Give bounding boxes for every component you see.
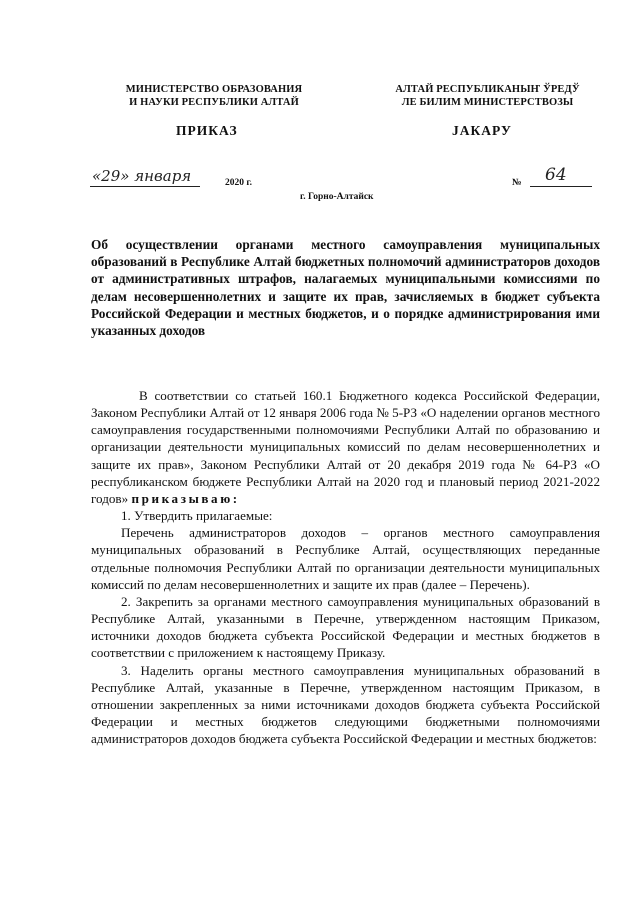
order-title: Об осуществлении органами местного самоуправления муниципальных образований в Республике Алтай бюджетных полномочий администраторов доходов от административных штрафов, налагаемых муниципальными комиссиями по делам несовершеннолетних и защите их прав, зачисляемых в бюджет субъекта Российской Федерации и местных бюджетов, и о порядке администрирования ими указанных доходов xyxy=(91,237,600,339)
ministry-name-alt-line2: ЛЕ БИЛИМ МИНИСТЕРСТВОЗЫ xyxy=(401,97,574,108)
item-1: 1. Утвердить прилагаемые: xyxy=(121,508,273,524)
number-underline xyxy=(530,186,592,187)
ministry-name-ru-line2: И НАУКИ РЕСПУБЛИКИ АЛТАЙ xyxy=(129,97,299,108)
item-2: 2. Закрепить за органами местного самоуправления муниципальных образований в Республике Алтай, указанными в Перечне, утвержденном настоящим Приказом, источники доходов бюджета субъекта Российской Федерации и местных бюджетов в соответствии с приложением к настоящему Приказу. xyxy=(91,593,600,661)
order-year: 2020 г. xyxy=(225,178,252,188)
date-underline xyxy=(90,186,200,187)
ministry-name-ru xyxy=(108,83,320,109)
ministry-name-alt xyxy=(380,83,595,109)
order-date-handwritten: «29» января xyxy=(92,167,192,185)
preamble-text: В соответствии со статьей 160.1 Бюджетного кодекса Российской Федерации, Законом Республики Алтай от 12 января 2006 года № 5-РЗ «О наделении органов местного самоуправления государственными полномочиями Республики Алтай по образованию и организации деятельности муниципальных комиссий по делам несовершеннолетних и защите их прав», Законом Республики Алтай от 20 декабря 2019 года № 64-РЗ «О республиканском бюджете Республики Алтай на 2020 год и плановый период 2021-2022 годов» xyxy=(91,388,600,506)
city-name: г. Горно-Алтайск xyxy=(300,192,374,202)
order-word: приказываю: xyxy=(131,490,240,506)
order-number-handwritten: 64 xyxy=(545,165,567,185)
item-3: 3. Наделить органы местного самоуправления муниципальных образований в Республике Алтай, указанные в Перечне, утвержденном настоящим Приказом, в отношении закрепленных за ними источниками доходов бюджета субъекта Российской Федерации и местных бюджетов следующими бюджетными полномочиями администраторов доходов бюджета субъекта Российской Федерации и местных бюджетов: xyxy=(91,662,600,747)
order-label-ru: ПРИКАЗ xyxy=(176,123,238,138)
ministry-name-ru-line1: МИНИСТЕРСТВО ОБРАЗОВАНИЯ xyxy=(125,84,303,95)
item-1-list: Перечень администраторов доходов – органов местного самоуправления муниципальных образований в Республике Алтай, осуществляющих переданные отдельные полномочия Республики Алтай по организации деятельности муниципальных комиссий по делам несовершеннолетних и защите их прав (далее – Перечень). xyxy=(91,525,600,592)
preamble-paragraph xyxy=(91,387,600,507)
order-label-alt: JАКАРУ xyxy=(452,123,512,138)
number-label: № xyxy=(512,178,522,188)
ministry-name-alt-line1: АЛТАЙ РЕСПУБЛИКАНЫҤ ЎРЕДЎ xyxy=(395,84,580,95)
order-body xyxy=(91,387,600,747)
